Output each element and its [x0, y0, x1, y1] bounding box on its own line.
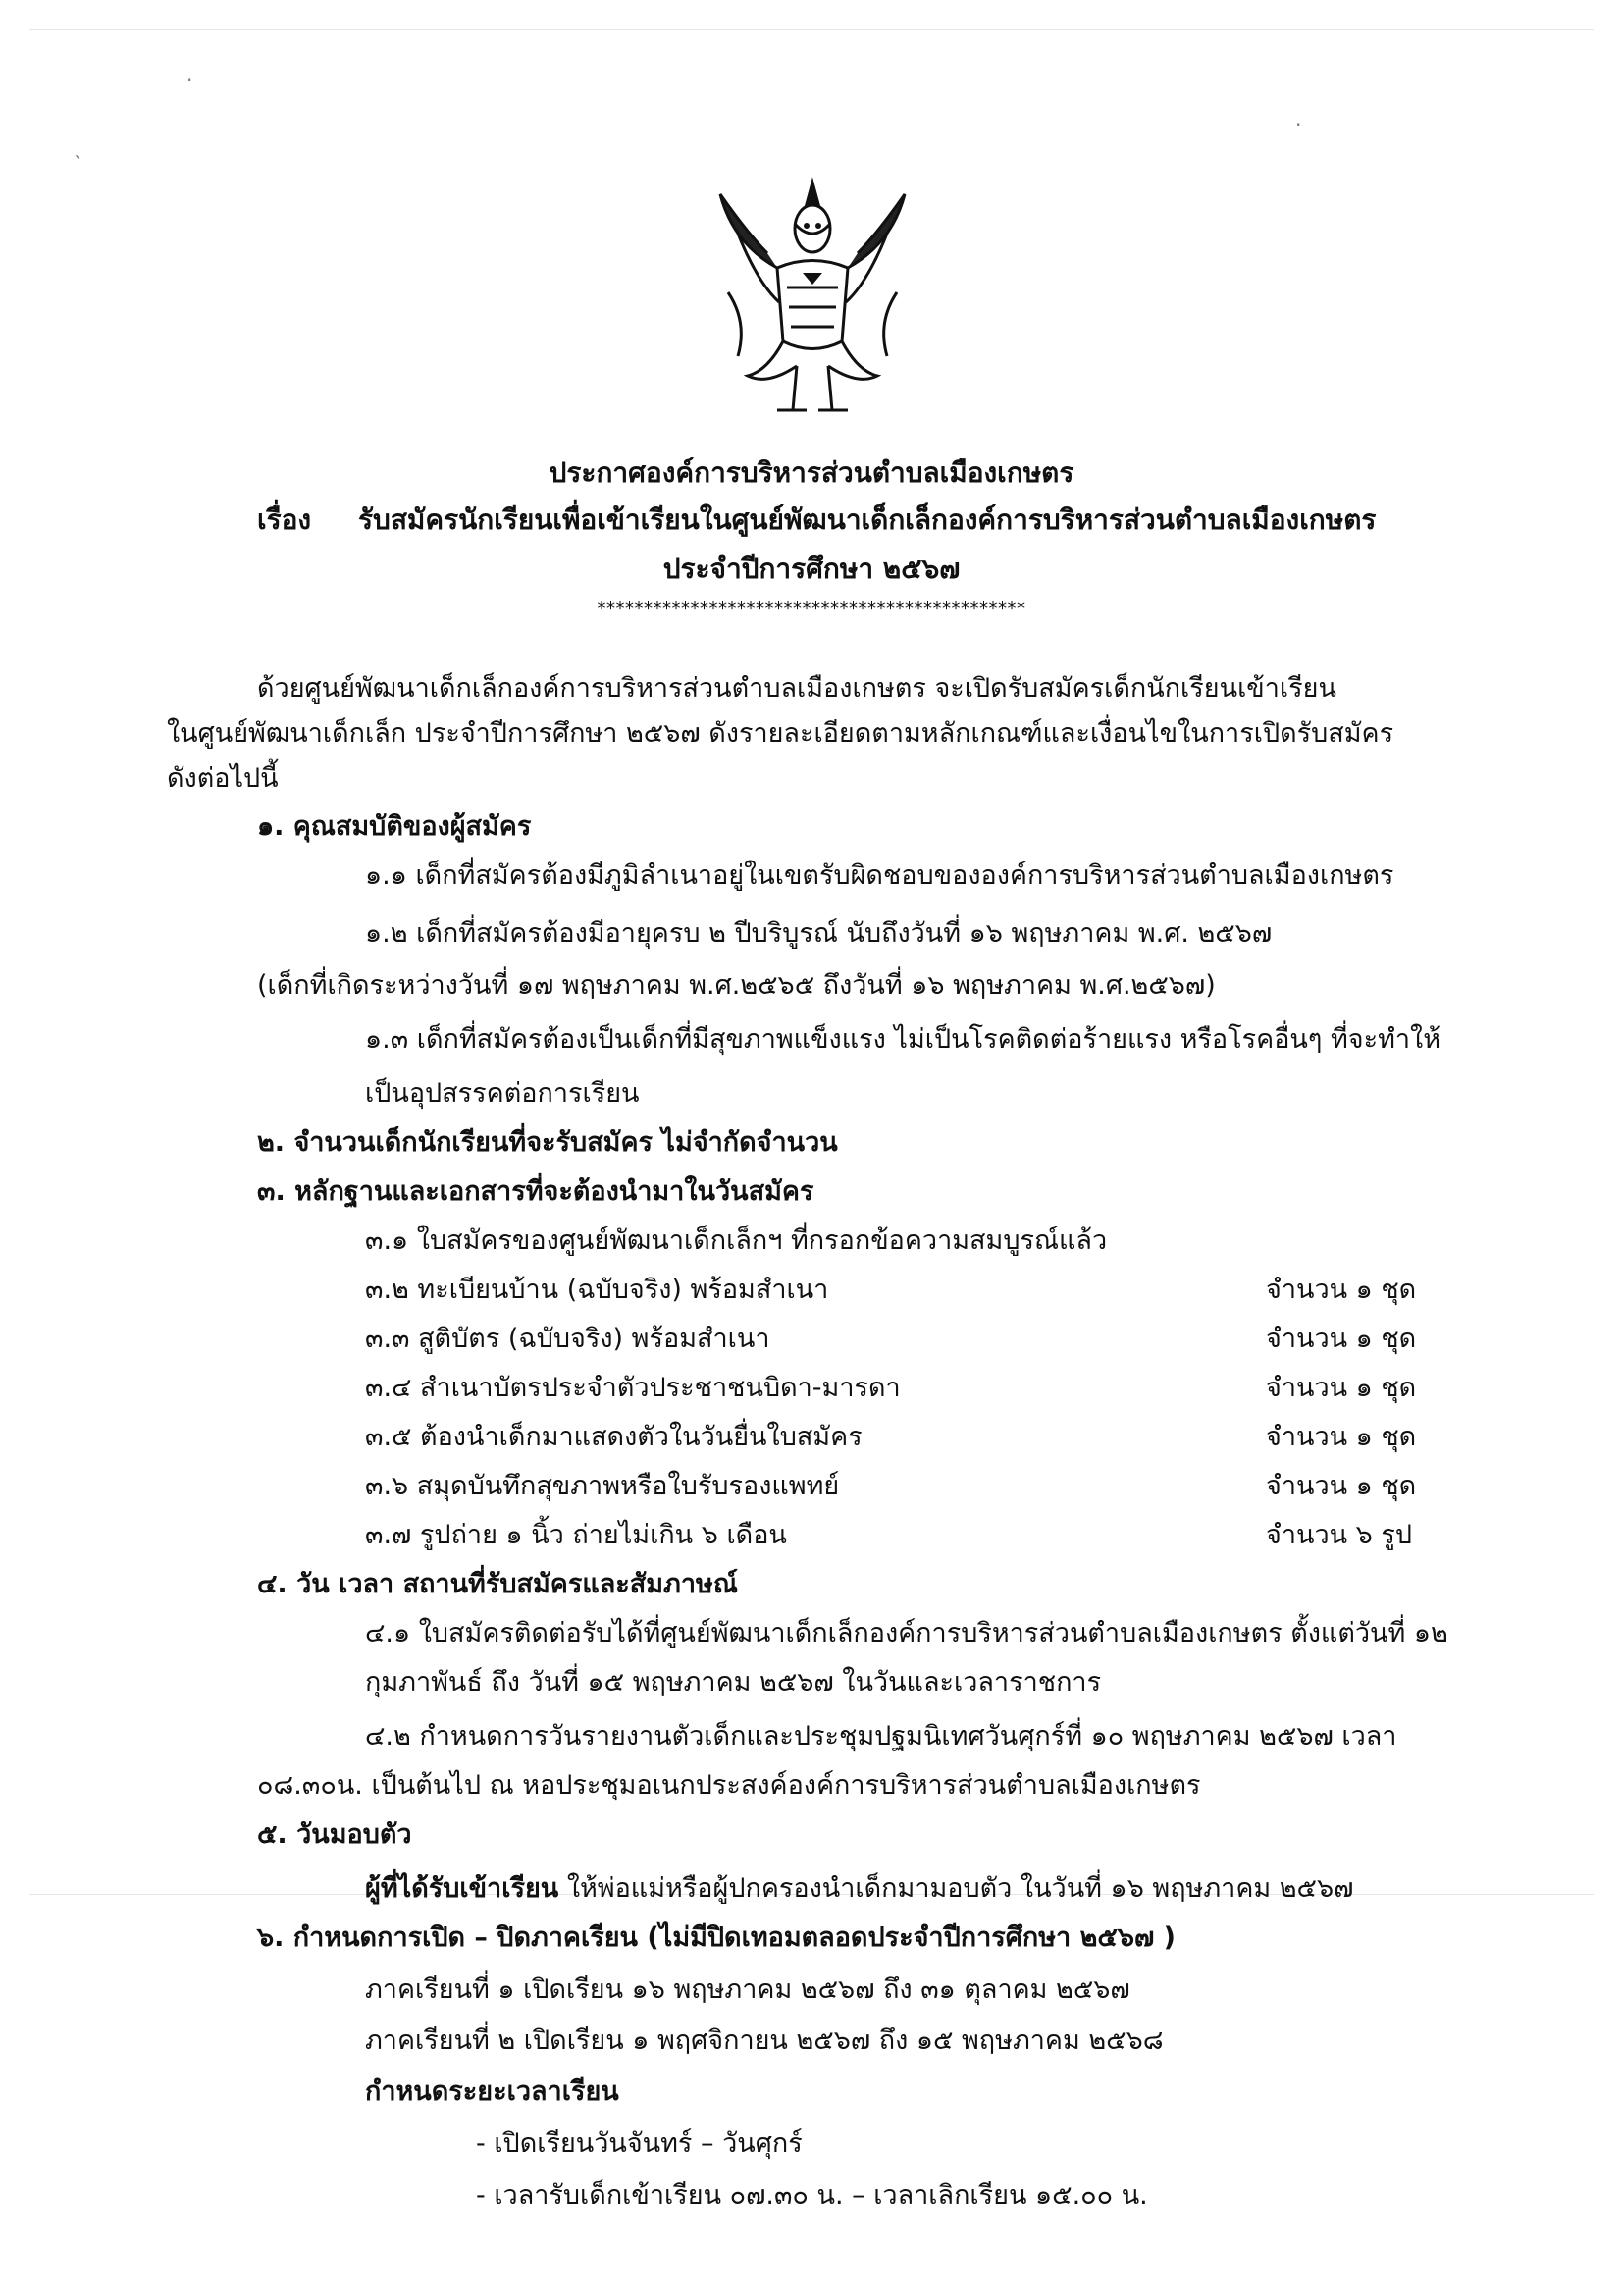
intro-line-3: ดังต่อไปนี้ — [167, 763, 279, 794]
section-2-heading: ๒. จำนวนเด็กนักเรียนที่จะรับสมัคร ไม่จำกัดจำนวน — [257, 1127, 838, 1158]
intro-line-1: ด้วยศูนย์พัฒนาเด็กเล็กองค์การบริหารส่วนตำบลเมืองเกษตร จะเปิดรับสมัครเด็กนักเรียนเข้าเรียน — [257, 673, 1336, 704]
section-4-heading: ๔. วัน เวลา สถานที่รับสมัครและสัมภาษณ์ — [257, 1569, 738, 1599]
section-5-body-rest: ให้พ่อแม่หรือผู้ปกครองนำเด็กมามอบตัว ในวันที่ ๑๖ พฤษภาคม ๒๕๖๗ — [558, 1873, 1354, 1904]
schedule-item-days: - เปิดเรียนวันจันทร์ – วันศุกร์ — [476, 2128, 803, 2159]
announcement-title: ประกาศองค์การบริหารส่วนตำบลเมืองเกษตร — [549, 456, 1074, 489]
section-6-heading: ๖. กำหนดการเปิด – ปิดภาคเรียน (ไม่มีปิดเทอมตลอดประจำปีการศึกษา ๒๕๖๗ ) — [257, 1922, 1176, 1953]
term-2: ภาคเรียนที่ ๒ เปิดเรียน ๑ พฤศจิกายน ๒๕๖๗ ถึง ๑๕ พฤษภาคม ๒๕๖๘ — [365, 2025, 1164, 2056]
document-item-3-2: ๓.๒ ทะเบียนบ้าน (ฉบับจริง) พร้อมสำเนา — [365, 1275, 829, 1305]
document-item-3-7: ๓.๗ รูปถ่าย ๑ นิ้ว ถ่ายไม่เกิน ๖ เดือน — [365, 1520, 787, 1550]
item-1-2-note: (เด็กที่เกิดระหว่างวันที่ ๑๗ พฤษภาคม พ.ศ.๒๕๖๕ ถึงวันที่ ๑๖ พฤษภาคม พ.ศ.๒๕๖๗) — [257, 970, 1216, 1001]
document-item-3-4: ๓.๔ สำเนาบัตรประจำตัวประชาชนบิดา-มารดา — [365, 1373, 901, 1403]
item-1-3-line-1: ๑.๓ เด็กที่สมัครต้องเป็นเด็กที่มีสุขภาพแข็งแรง ไม่เป็นโรคติดต่อร้ายแรง หรือโรคอื่นๆ ที่จะทำให้ — [365, 1024, 1441, 1055]
section-5-body-bold: ผู้ที่ได้รับเข้าเรียน — [365, 1873, 559, 1904]
document-item-3-5: ๓.๕ ต้องนำเด็กมาแสดงตัวในวันยื่นใบสมัคร — [365, 1422, 863, 1452]
item-1-3-line-2: เป็นอุปสรรคต่อการเรียน — [365, 1078, 640, 1109]
item-3-1: ๓.๑ ใบสมัครของศูนย์พัฒนาเด็กเล็กฯ ที่กรอกข้อความสมบูรณ์แล้ว — [365, 1226, 1108, 1256]
document-item-3-6-amount: จำนวน ๑ ชุด — [1266, 1471, 1417, 1501]
scan-speck: · — [186, 69, 193, 92]
document-item-3-5-amount: จำนวน ๑ ชุด — [1266, 1422, 1417, 1452]
garuda-emblem — [708, 175, 916, 420]
term-1: ภาคเรียนที่ ๑ เปิดเรียน ๑๖ พฤษภาคม ๒๕๖๗ ถึง ๓๑ ตุลาคม ๒๕๖๗ — [365, 1974, 1130, 2005]
section-1-heading: ๑. คุณสมบัติของผู้สมัคร — [257, 811, 532, 842]
item-4-1-line-1: ๔.๑ ใบสมัครติดต่อรับได้ที่ศูนย์พัฒนาเด็กเล็กองค์การบริหารส่วนตำบลเมืองเกษตร ตั้งแต่วันที่ ๑๒ — [365, 1618, 1448, 1648]
subject-label: เรื่อง — [257, 503, 312, 536]
separator-stars: ********************************************** — [597, 599, 1026, 619]
document-item-3-6: ๓.๖ สมุดบันทึกสุขภาพหรือใบรับรองแพทย์ — [365, 1471, 840, 1501]
subject-text: รับสมัครนักเรียนเพื่อเข้าเรียนในศูนย์พัฒนาเด็กเล็กองค์การบริหารส่วนตำบลเมืองเกษตร — [358, 503, 1377, 536]
document-item-3-2-amount: จำนวน ๑ ชุด — [1266, 1275, 1417, 1305]
section-5-heading: ๕. วันมอบตัว — [257, 1819, 412, 1850]
item-4-2-line-2: ๐๘.๓๐น. เป็นต้นไป ณ หอประชุมอเนกประสงค์องค์การบริหารส่วนตำบลเมืองเกษตร — [257, 1770, 1201, 1800]
scan-edge-top — [29, 29, 1594, 30]
item-4-1-line-2: กุมภาพันธ์ ถึง วันที่ ๑๕ พฤษภาคม ๒๕๖๗ ในวันและเวลาราชการ — [365, 1667, 1102, 1697]
item-4-2-line-1: ๔.๒ กำหนดการวันรายงานตัวเด็กและประชุมปฐมนิเทศวันศุกร์ที่ ๑๐ พฤษภาคม ๒๕๖๗ เวลา — [365, 1721, 1397, 1751]
scan-speck: ˎ — [74, 135, 83, 159]
schedule-item-hours: - เวลารับเด็กเข้าเรียน ๐๗.๓๐ น. – เวลาเลิกเรียน ๑๕.๐๐ น. — [476, 2180, 1148, 2211]
section-5-body — [365, 1869, 1353, 1908]
intro-line-2: ในศูนย์พัฒนาเด็กเล็ก ประจำปีการศึกษา ๒๕๖๗ ดังรายละเอียดตามหลักเกณฑ์และเงื่อนไขในการเปิดรับสมัคร — [167, 718, 1394, 749]
schedule-heading: กำหนดระยะเวลาเรียน — [365, 2076, 619, 2107]
document-item-3-4-amount: จำนวน ๑ ชุด — [1266, 1373, 1417, 1403]
scan-speck: · — [1295, 113, 1302, 136]
item-1-1: ๑.๑ เด็กที่สมัครต้องมีภูมิลำเนาอยู่ในเขตรับผิดชอบขององค์การบริหารส่วนตำบลเมืองเกษตร — [365, 861, 1394, 891]
academic-year-line: ประจำปีการศึกษา ๒๕๖๗ — [662, 552, 961, 585]
section-3-heading: ๓. หลักฐานและเอกสารที่จะต้องนำมาในวันสมัคร — [257, 1176, 814, 1207]
document-item-3-3: ๓.๓ สูติบัตร (ฉบับจริง) พร้อมสำเนา — [365, 1324, 770, 1354]
document-item-3-7-amount: จำนวน ๖ รูป — [1266, 1520, 1413, 1550]
item-1-2: ๑.๒ เด็กที่สมัครต้องมีอายุครบ ๒ ปีบริบูรณ์ นับถึงวันที่ ๑๖ พฤษภาคม พ.ศ. ๒๕๖๗ — [365, 918, 1273, 949]
document-item-3-3-amount: จำนวน ๑ ชุด — [1266, 1324, 1417, 1354]
